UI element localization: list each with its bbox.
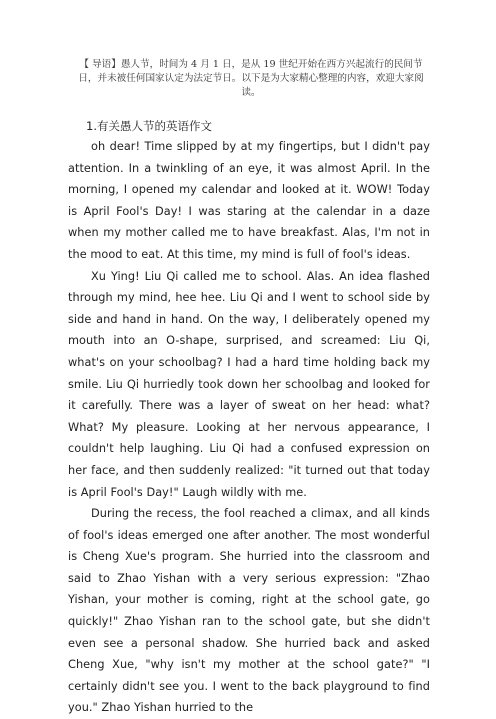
article-body (68, 118, 430, 719)
article-heading: 1.有关愚人节的英语作文 (86, 119, 212, 133)
intro-text: 【 导语】愚人节，时间为 4 月 1 日，是从 19 世纪开始在西方兴起流行的民间节日，并未被任何国家认定为法定节日。以下是为大家精心整理的内容，欢迎大家阅读。 (78, 59, 424, 98)
paragraph: During the recess, the fool reached a climax, and all kinds of fool's ideas emerged one after another. The most wonderful is Cheng Xue's program. She hurried into the classroom and said to Zhao Yishan with a very serious expression: "Zhao Yishan, your mother is coming, right at the school gate, go quickly!" Zhao Yishan ran to the school gate, but she didn't even see a personal shadow. She hurried back and asked Cheng Xue, "why isn't my mother at the school gate?" "I certainly didn't see you. I went to the back playground to find you." Zhao Yishan hurried to the (68, 507, 430, 715)
paragraph: oh dear! Time slipped by at my fingertips, but I didn't pay attention. In a twinkling of an eye, it was almost April. In the morning, I opened my calendar and looked at it. WOW! Today is April Fool's Day! I was staring at the calendar in a daze when my mother called me to have breakfast. Alas, I'm not in the mood to eat. At this time, my mind is full of fool's ideas. (68, 140, 430, 261)
paragraph: Xu Ying! Liu Qi called me to school. Alas. An idea flashed through my mind, hee hee. Liu Qi and I went to school side by side and hand in hand. On the way, I deliberately opened my mouth into an O-shape, surprised, and screamed: Liu Qi, what's on your schoolbag? I had a hard time holding back my smile. Liu Qi hurriedly took down her schoolbag and looked for it carefully. There was a layer of sweat on her head: what? What? My pleasure. Looking at her nervous appearance, I couldn't help laughing. Liu Qi had a confused expression on her face, and then suddenly realized: "it turned out that today is April Fool's Day!" Laugh wildly with me. (68, 269, 430, 499)
